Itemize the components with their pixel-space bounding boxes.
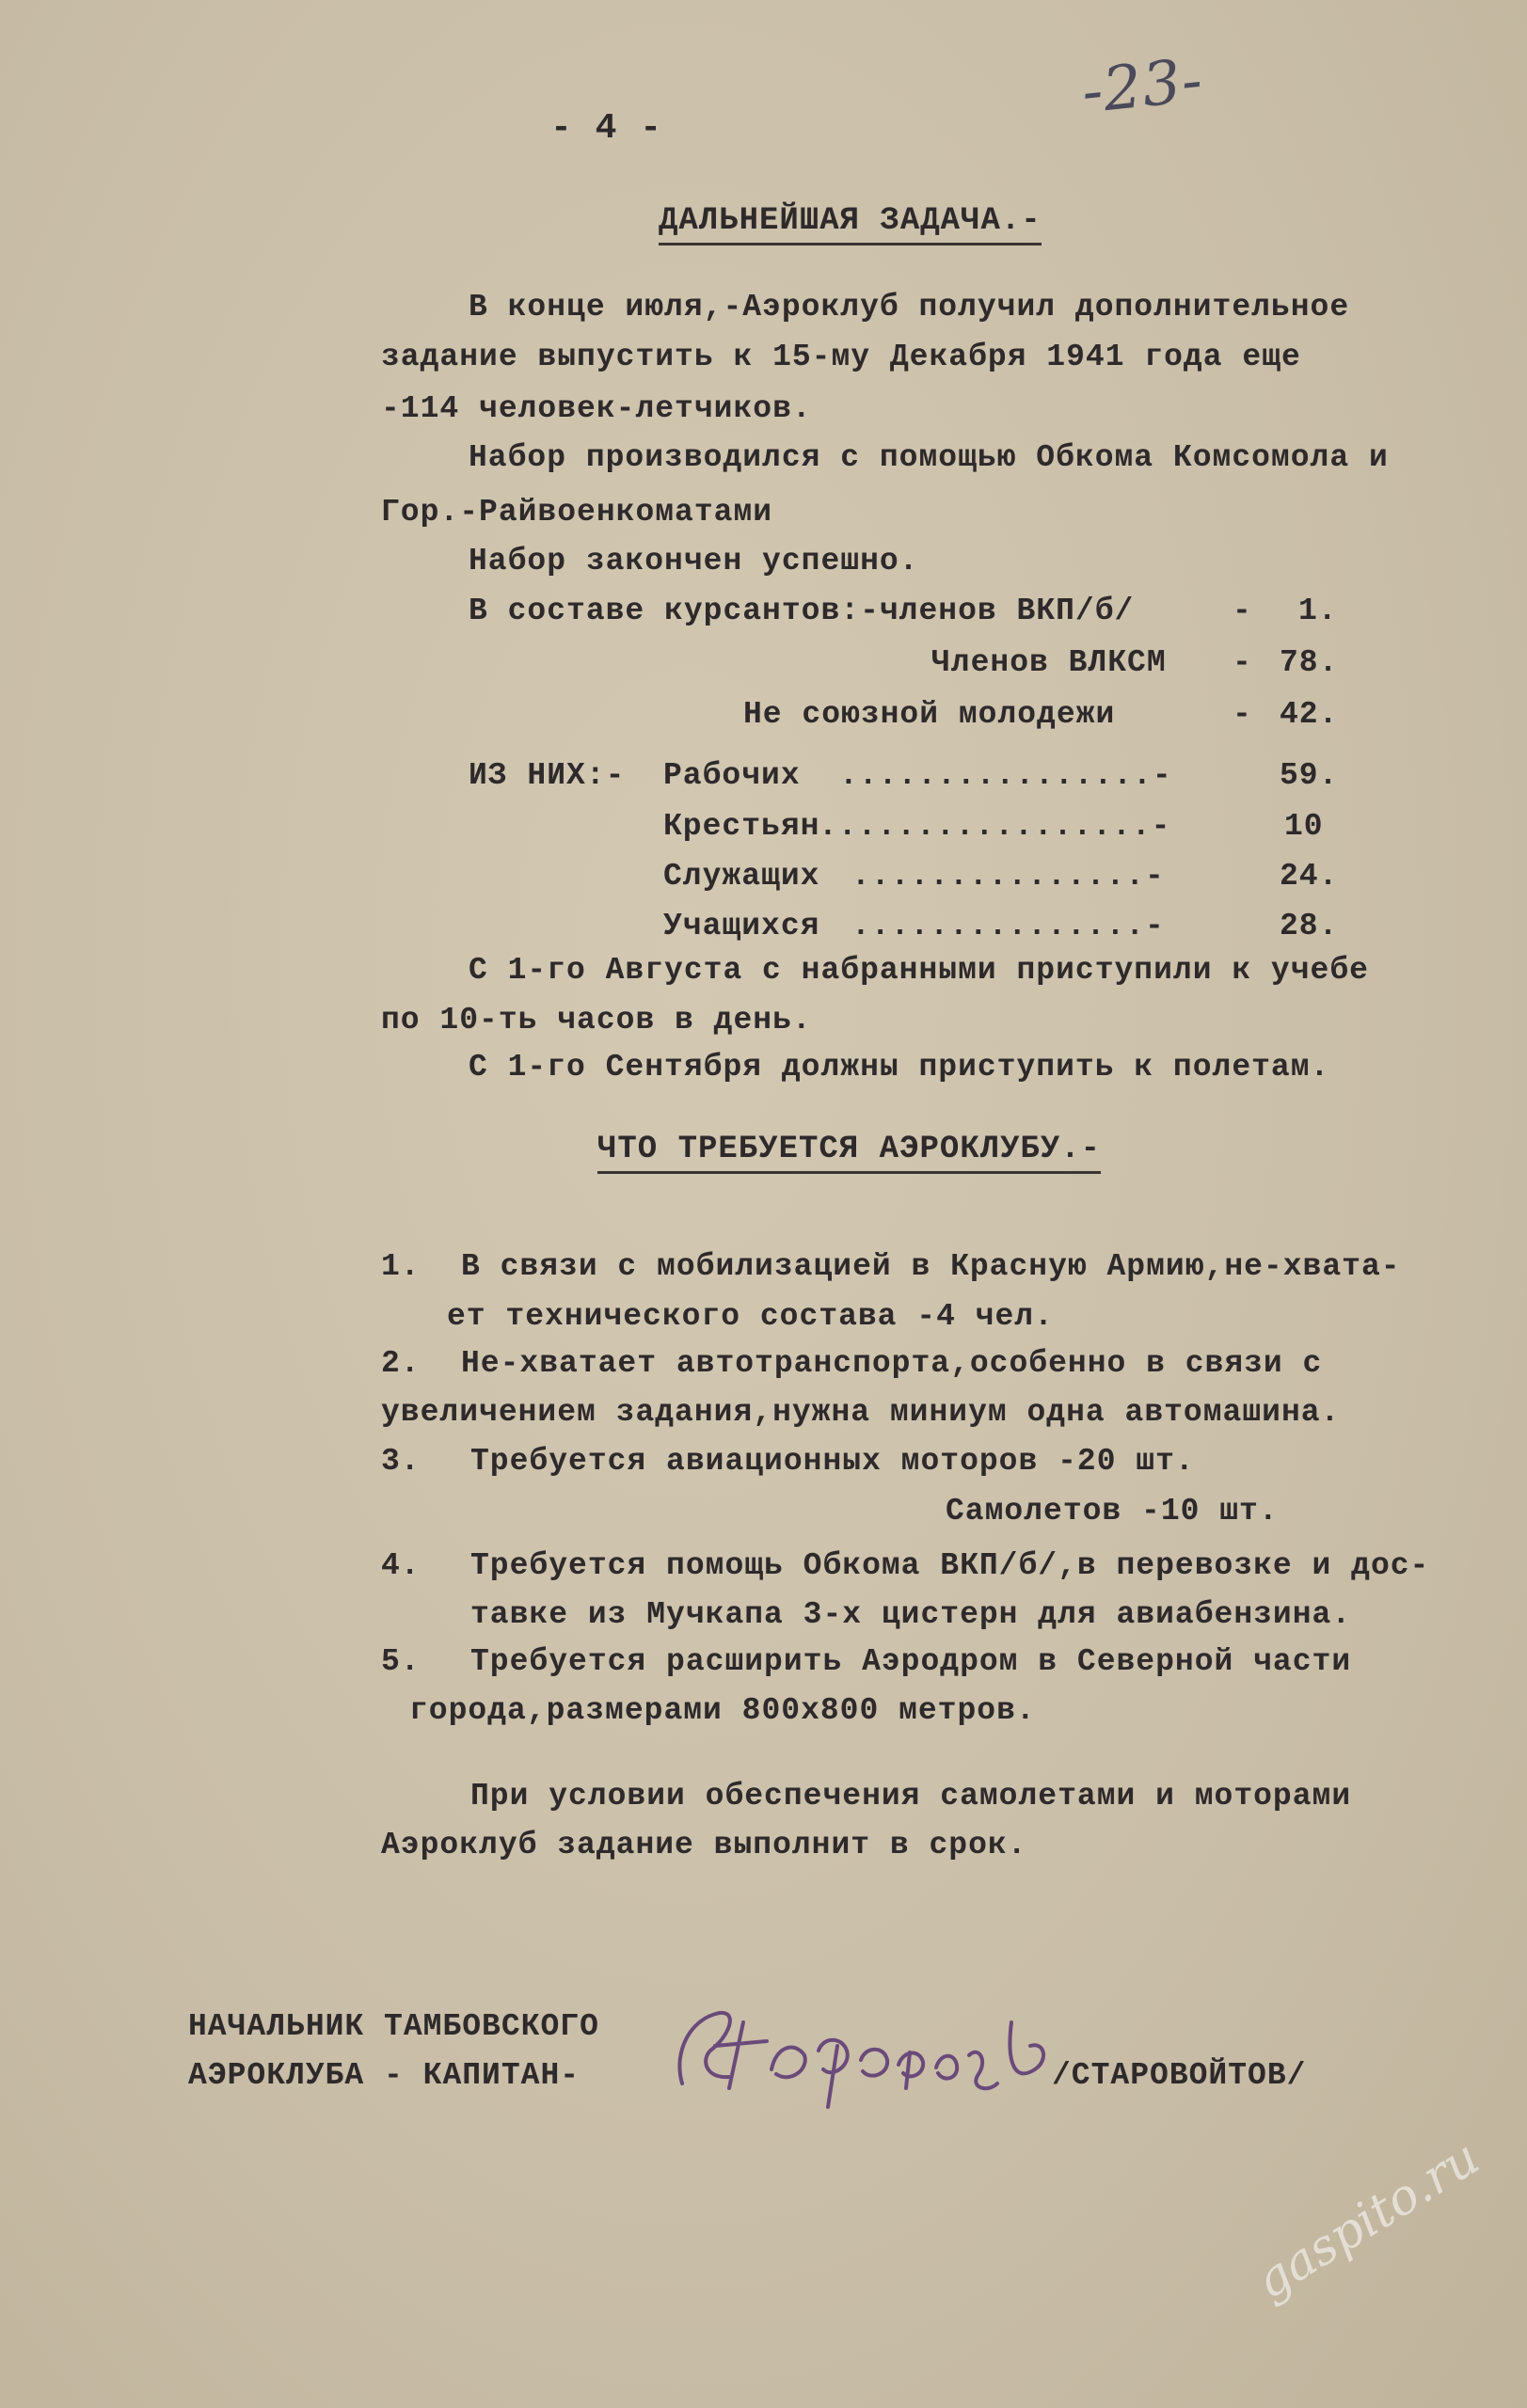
section-heading-further-task: ДАЛЬНЕЙШАЯ ЗАДАЧА.-: [659, 205, 1042, 246]
paragraph-line: Набор производился с помощью Обкома Комсомола и: [469, 440, 1389, 475]
list-item-line: увеличением задания,нужна миниум одна автомашина.: [381, 1395, 1341, 1430]
paragraph-line: В конце июля,-Аэроклуб получил дополнительное: [469, 290, 1350, 325]
list-number: 5.: [381, 1644, 421, 1679]
composition-dash: -: [1233, 645, 1252, 680]
category-value: 28.: [1280, 909, 1339, 943]
list-number: 3.: [381, 1444, 421, 1479]
paragraph-line: Набор закончен успешно.: [469, 544, 919, 578]
paragraph-line: С 1-го Августа с набранными приступили к учебе: [469, 953, 1369, 988]
composition-label: Не союзной молодежи: [743, 697, 1116, 732]
leader-dots: .................-: [819, 809, 1171, 844]
leader-dots: ...............-: [851, 909, 1165, 943]
archive-number: -23-: [1078, 45, 1207, 128]
list-item-line: Требуется расширить Аэродром в Северной части: [470, 1644, 1352, 1679]
list-item-line: города,размерами 800х800 метров.: [409, 1693, 1036, 1728]
paragraph-line: Гор.-Райвоенкоматами: [381, 495, 773, 530]
composition-value: 42.: [1280, 697, 1339, 732]
signatory-title: НАЧАЛЬНИК ТАМБОВСКОГО: [188, 2009, 599, 2044]
closing-line: При условии обеспечения самолетами и моторами: [470, 1779, 1352, 1814]
list-item-line: Не-хватает автотранспорта,особенно в связи с: [461, 1346, 1323, 1381]
composition-value: 78.: [1280, 645, 1339, 680]
composition-label: В составе курсантов:-членов ВКП/б/: [469, 594, 1135, 628]
page-number: - 4 -: [550, 108, 663, 149]
paragraph-line: задание выпустить к 15-му Декабря 1941 года еще: [381, 340, 1301, 374]
list-item-line: тавке из Мучкапа 3-х цистерн для авиабензина.: [470, 1597, 1352, 1632]
leader-dots: ...............-: [851, 859, 1165, 894]
list-item-line: Самолетов -10 шт.: [946, 1494, 1279, 1529]
composition-label: Членов ВЛКСМ: [931, 645, 1167, 680]
list-item-line: ет технического состава -4 чел.: [447, 1299, 1054, 1334]
category-label: Служащих: [663, 859, 820, 894]
paragraph-line: -114 человек-летчиков.: [381, 391, 812, 426]
list-item-line: В связи с мобилизацией в Красную Армию,не-хвата-: [461, 1249, 1401, 1284]
composition-value: 1.: [1298, 594, 1338, 628]
signatory-name: /СТАРОВОЙТОВ/: [1052, 2058, 1307, 2093]
signatory-title: АЭРОКЛУБА - КАПИТАН-: [188, 2058, 581, 2093]
composition-dash: -: [1233, 594, 1252, 628]
of-them-label: ИЗ НИХ:-: [469, 758, 626, 793]
category-label: Крестьян: [663, 809, 820, 844]
closing-line: Аэроклуб задание выполнит в срок.: [381, 1828, 1027, 1862]
list-item-line: Требуется помощь Обкома ВКП/б/,в перевозке и дос-: [470, 1548, 1430, 1583]
section-heading-needs: ЧТО ТРЕБУЕТСЯ АЭРОКЛУБУ.-: [597, 1133, 1101, 1174]
list-item-line: Требуется авиационных моторов -20 шт.: [470, 1444, 1195, 1479]
handwritten-signature: [663, 1994, 1058, 2116]
category-value: 24.: [1280, 859, 1339, 894]
paragraph-line: по 10-ть часов в день.: [381, 1003, 812, 1038]
list-number: 2.: [381, 1346, 421, 1381]
watermark: gaspito.ru: [1246, 2129, 1489, 2311]
category-label: Учащихся: [663, 909, 820, 943]
list-number: 4.: [381, 1548, 421, 1583]
list-number: 1.: [381, 1249, 421, 1284]
category-label: Рабочих: [663, 758, 801, 793]
composition-dash: -: [1233, 697, 1252, 732]
leader-dots: ................-: [839, 758, 1172, 793]
paragraph-line: С 1-го Сентября должны приступить к полетам.: [469, 1050, 1330, 1085]
category-value: 59.: [1280, 758, 1339, 793]
category-value: 10: [1284, 809, 1324, 844]
